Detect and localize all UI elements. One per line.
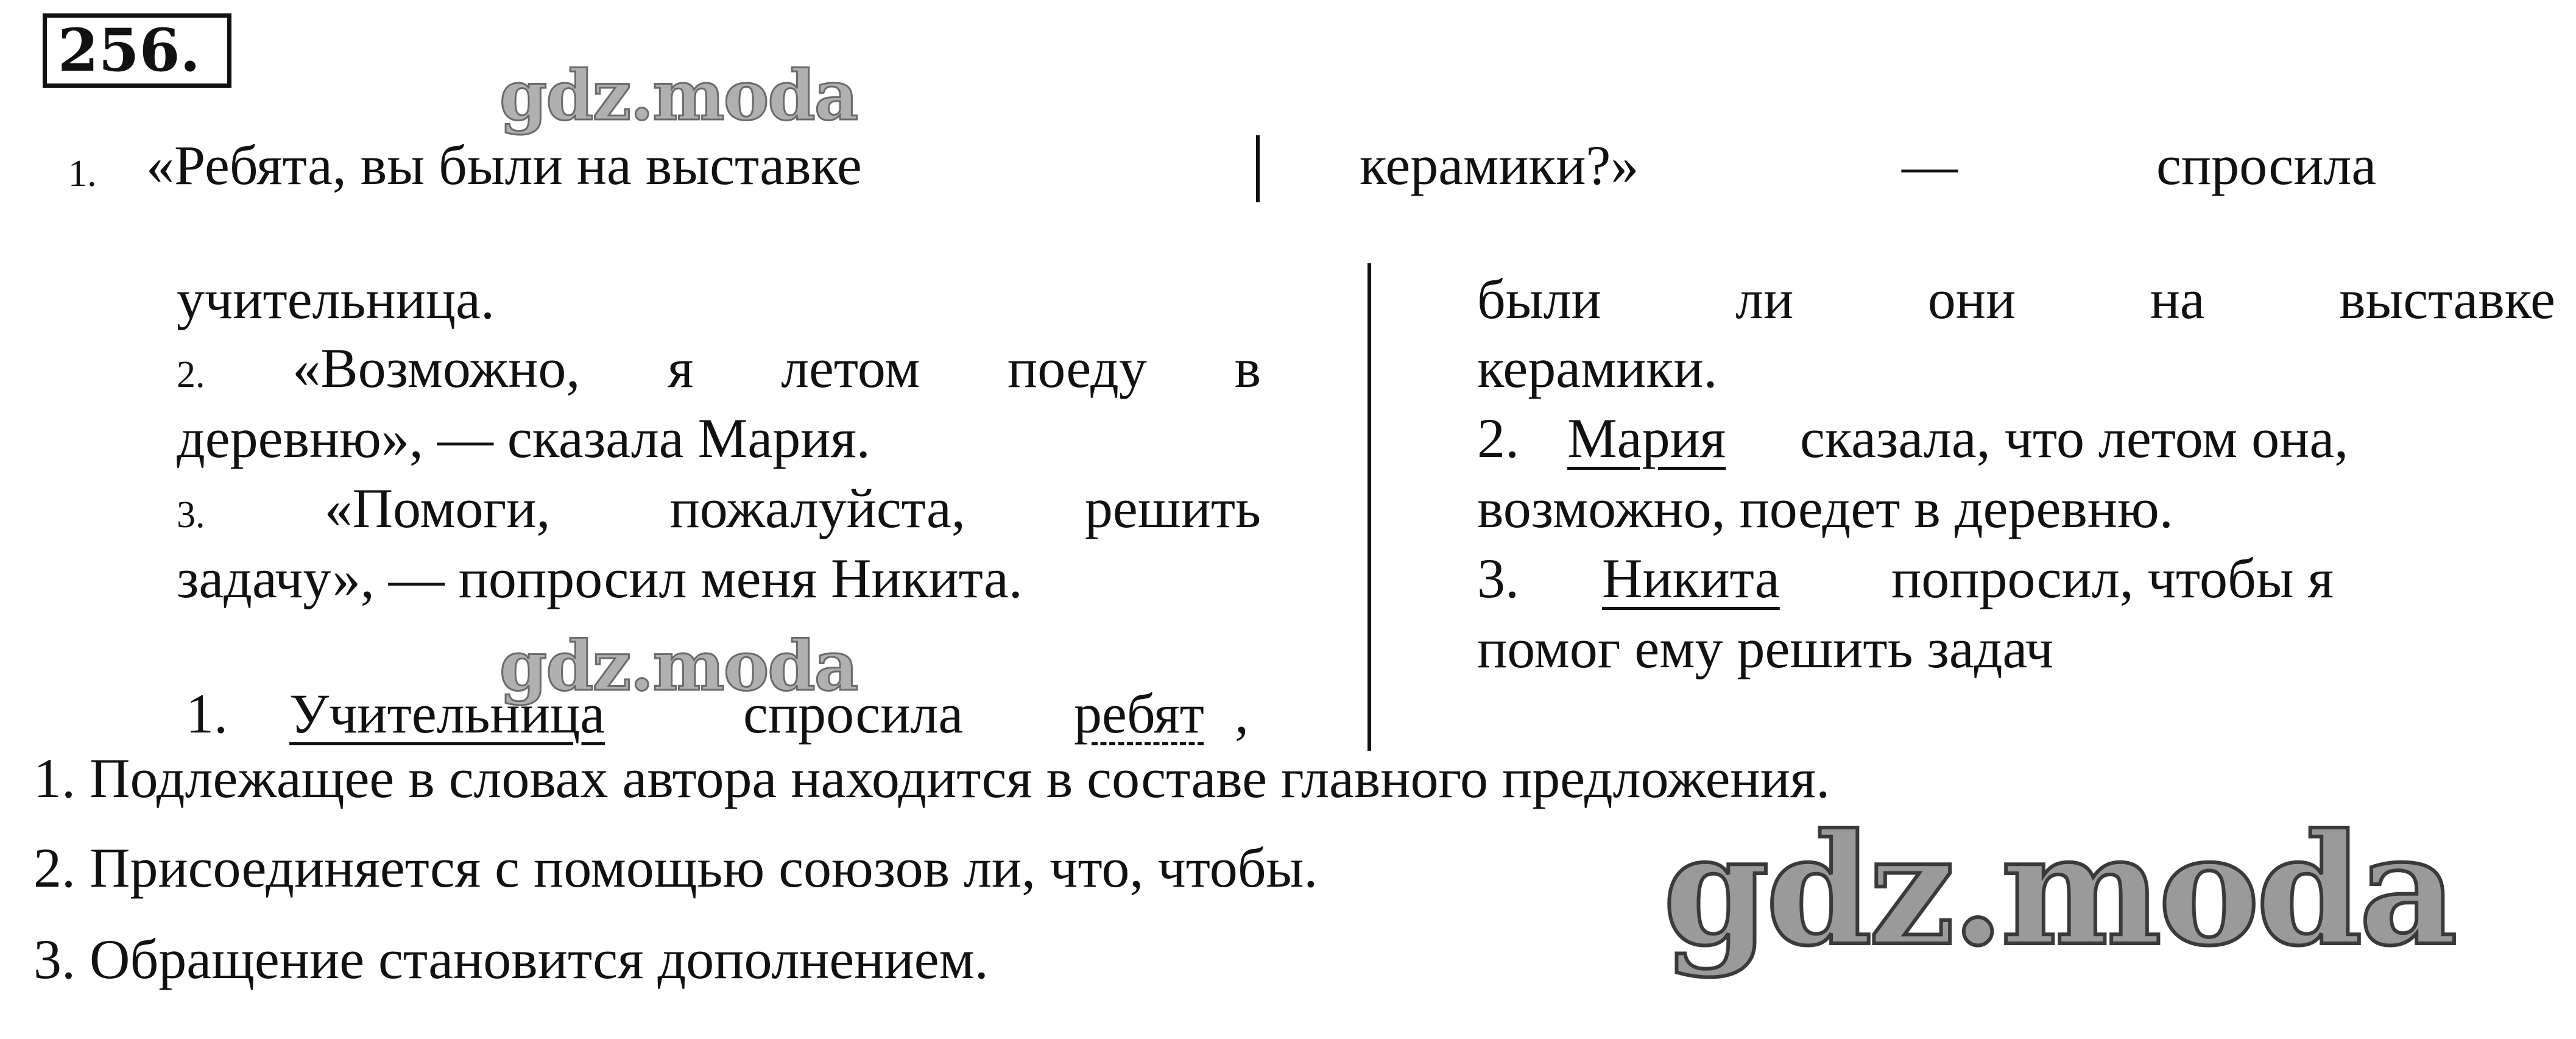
watermark-middle: gdz.moda (499, 626, 858, 706)
right-line-5 (1477, 542, 2567, 614)
right-line-6: помог ему решить задач (1477, 617, 2053, 679)
right-line-3-number: 2. (1477, 407, 1519, 469)
left-line-6-verb: спросила (743, 683, 964, 745)
right-line-4: возможно, поедет в деревню. (1477, 477, 2173, 539)
left-line-6-number: 1. (186, 683, 228, 745)
right-line-3-subject: Мария (1567, 407, 1726, 469)
right-line-3 (1477, 402, 2567, 474)
right-line-5-subject: Никита (1602, 547, 1780, 609)
left-line-4 (177, 472, 1261, 551)
conclusion-3: 3. Обращение становится дополнением. (34, 928, 989, 990)
left-line-2-text: «Возможно, я летом поеду в (292, 337, 1262, 399)
right-line-5-number: 3. (1477, 547, 1519, 609)
watermark-bottom: gdz.moda (1663, 800, 2454, 979)
right-line-2: керамики. (1477, 337, 1718, 399)
right-line-5-text: попросил, чтобы я (1891, 547, 2334, 609)
left-line-6-subject: Учительница (289, 683, 605, 745)
left-line-6-comma: , (1235, 683, 1249, 745)
right-line-1: были ли они на выставке (1477, 268, 2555, 330)
left-line-5: задачу», — попросил меня Никита. (177, 547, 1023, 609)
left-line-4-text: «Помоги, пожалуйста, решить (324, 477, 1261, 539)
column-divider (1367, 263, 1371, 751)
line1-right-text: спросила (2156, 134, 2377, 196)
line1-left-text: «Ребята, вы были на выставке (146, 134, 862, 196)
left-line-2-number: 2. (177, 354, 205, 395)
exercise-number: 256. (43, 13, 231, 88)
right-line-3-text: сказала, что летом она, (1800, 407, 2349, 469)
conclusion-2: 2. Присоединяется с помощью союзов ли, что, чтобы. (34, 837, 1318, 899)
watermark-top: gdz.moda (499, 56, 858, 136)
column-divider-top (1256, 135, 1260, 202)
left-line-6-object: ребят (1074, 683, 1204, 745)
line1-dash: — (1902, 134, 1958, 196)
line1-number: 1. (68, 153, 97, 194)
left-line-3: деревню», — сказала Мария. (177, 407, 870, 469)
conclusion-1: 1. Подлежащее в словах автора находится в составе главного предложения. (34, 747, 1830, 809)
left-line-6 (186, 678, 1282, 750)
line1-middle-text: керамики?» (1360, 134, 1639, 196)
left-line-1: учительница. (177, 268, 495, 330)
left-line-2 (177, 332, 1261, 411)
left-line-4-number: 3. (177, 494, 205, 536)
